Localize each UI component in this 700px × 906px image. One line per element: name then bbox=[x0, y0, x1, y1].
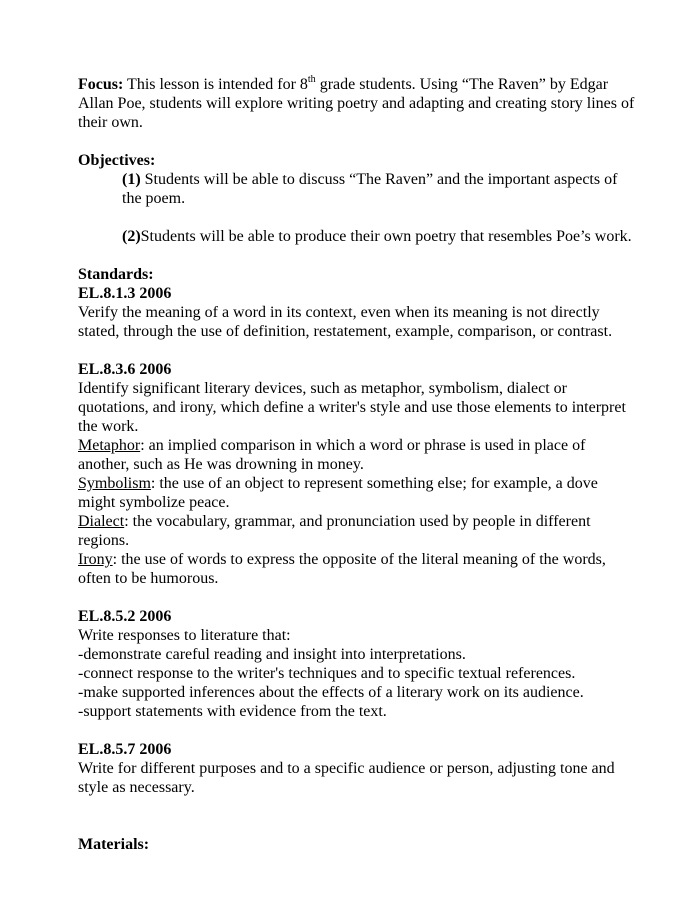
focus-paragraph bbox=[78, 75, 638, 132]
materials-heading: Materials: bbox=[78, 836, 150, 853]
term-dialect: Dialect bbox=[78, 513, 125, 530]
focus-text-end: grade students. Using “The Raven” by Edgar Allan Poe, students will explore writing poetry and adapting and creating story lines of their own. bbox=[78, 76, 635, 131]
objective-number: (2) bbox=[122, 228, 141, 245]
objectives-heading: Objectives: bbox=[78, 152, 156, 169]
term-definition bbox=[78, 512, 638, 550]
term-dialect-def: : the vocabulary, grammar, and pronunciation used by people in different regions. bbox=[78, 513, 591, 549]
document-page bbox=[78, 75, 638, 854]
list-item: -make supported inferences about the effects of a literary work on its audience. bbox=[78, 684, 584, 701]
standard-code: EL.8.5.2 2006 bbox=[78, 608, 172, 625]
objective-text: Students will be able to produce their own poetry that resembles Poe’s work. bbox=[140, 228, 632, 245]
focus-label: Focus: bbox=[78, 76, 124, 93]
standard-text: Verify the meaning of a word in its context, even when its meaning is not directly stated, through the use of definition, restatement, example, comparison, or contrast. bbox=[78, 304, 613, 340]
term-metaphor-def: : an implied comparison in which a word or phrase is used in place of another, such as He was drowning in money. bbox=[78, 437, 586, 473]
term-irony-def: : the use of words to express the opposite of the literal meaning of the words, often to be humorous. bbox=[78, 551, 606, 587]
term-irony: Irony bbox=[78, 551, 113, 568]
term-metaphor: Metaphor bbox=[78, 437, 141, 454]
term-symbolism-def: : the use of an object to represent something else; for example, a dove might symbolize peace. bbox=[78, 475, 598, 511]
objective-number: (1) bbox=[122, 171, 141, 188]
standards-heading: Standards: bbox=[78, 266, 154, 283]
objective-text: Students will be able to discuss “The Raven” and the important aspects of the poem. bbox=[122, 171, 618, 207]
list-item: -connect response to the writer's techniques and to specific textual references. bbox=[78, 665, 576, 682]
term-definition bbox=[78, 474, 638, 512]
list-item: -demonstrate careful reading and insight into interpretations. bbox=[78, 646, 466, 663]
list-item: -support statements with evidence from the text. bbox=[78, 703, 387, 720]
standard-code: EL.8.1.3 2006 bbox=[78, 285, 172, 302]
term-definition bbox=[78, 436, 638, 474]
term-definition bbox=[78, 550, 638, 588]
focus-superscript: th bbox=[307, 73, 316, 85]
standard-text: Identify significant literary devices, such as metaphor, symbolism, dialect or quotations, and irony, which define a writer's style and use those elements to interpret the work. bbox=[78, 380, 626, 435]
focus-text-start: This lesson is intended for 8 bbox=[123, 76, 308, 93]
objective-item bbox=[78, 227, 638, 246]
standard-code: EL.8.3.6 2006 bbox=[78, 361, 172, 378]
standard-code: EL.8.5.7 2006 bbox=[78, 741, 172, 758]
standard-text: Write for different purposes and to a specific audience or person, adjusting tone and style as necessary. bbox=[78, 760, 615, 796]
objective-item bbox=[78, 170, 638, 208]
term-symbolism: Symbolism bbox=[78, 475, 151, 492]
standard-intro: Write responses to literature that: bbox=[78, 627, 291, 644]
